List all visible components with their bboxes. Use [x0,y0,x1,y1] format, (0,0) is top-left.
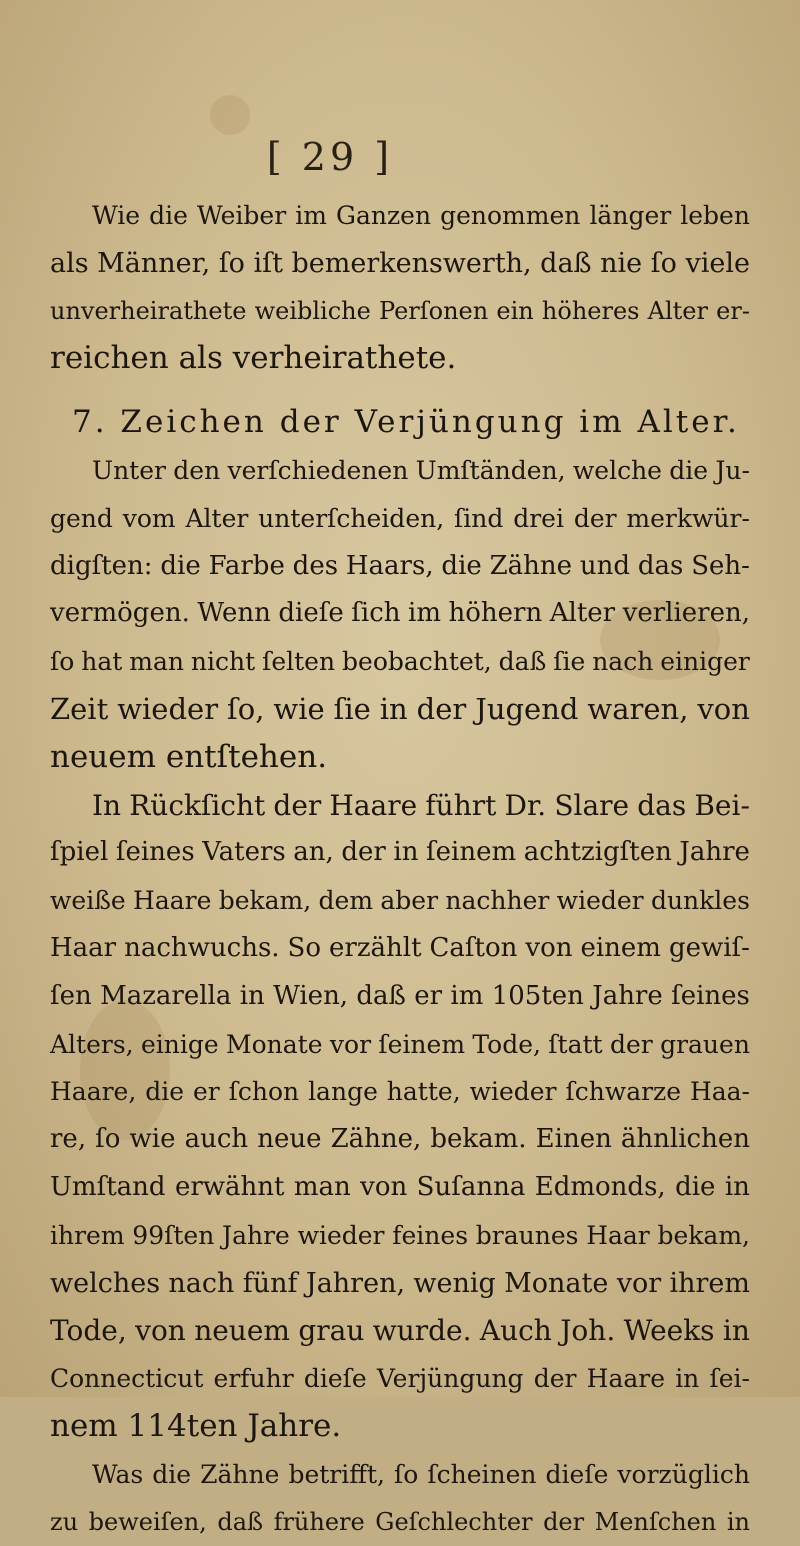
text-line: gend vom Alter unterſcheiden, ſind drei der merkwür- [50,503,750,533]
text-line: ſpiel ſeines Vaters an, der in ſeinem achtzigſten Jahre [50,837,750,868]
text-line: zu beweiſen, daß frühere Geſchlechter der Menſchen in [50,1507,750,1536]
page-text [50,192,750,1546]
text-line: reichen als verheirathete. [50,340,457,377]
section-heading: 7. Zeichen der Verjüngung im Alter. [72,404,740,441]
text-line: nem 114ten Jahre. [50,1407,342,1444]
text-line: als Männer, ſo iſt bemerkenswerth, daß nie ſo viele [50,247,750,279]
text-line: welches nach fünf Jahren, wenig Monate vor ihrem [50,1267,750,1299]
text-line: digſten: die Farbe des Haars, die Zähne und das Seh- [50,550,750,581]
text-line: Umſtand erwähnt man von Suſanna Edmonds, die in [50,1171,750,1202]
text-line: ſo hat man nicht ſelten beobachtet, daß ſie nach einiger [50,647,750,677]
text-line: Alters, einige Monate vor ſeinem Tode, ſtatt der grauen [50,1029,750,1059]
page-number: [ 29 ] [266,135,394,179]
text-line: Connecticut erfuhr dieſe Verjüngung der Haare in ſei- [50,1364,750,1394]
text-line: Tode, von neuem grau wurde. Auch Joh. Weeks in [50,1314,750,1348]
text-line: weiße Haare bekam, dem aber nachher wieder dunkles [50,886,750,916]
text-line: neuem entſtehen. [50,738,328,775]
text-line: Zeit wieder ſo, wie ſie in der Jugend waren, von [50,691,750,726]
text-line: vermögen. Wenn dieſe ſich im höhern Alter verlieren, [50,598,750,629]
text-line: Was die Zähne betrifft, ſo ſcheinen dieſe vorzüglich [92,1459,750,1489]
text-line: Haare, die er ſchon lange hatte, wieder ſchwarze Haa- [50,1077,750,1107]
text-line: Unter den verſchiedenen Umſtänden, welche die Ju- [92,455,750,485]
text-line: Haar nachwuchs. So erzählt Caſton von einem gewiſ- [50,932,750,963]
text-line: Wie die Weiber im Ganzen genommen länger leben [92,201,750,230]
text-line: re, ſo wie auch neue Zähne, bekam. Einen ähnlichen [50,1124,750,1155]
text-line: ihrem 99ſten Jahre wieder feines braunes Haar bekam, [50,1220,750,1250]
text-line: ſen Mazarella in Wien, daß er im 105ten Jahre ſeines [50,980,750,1011]
text-line: In Rückſicht der Haare führt Dr. Slare das Bei- [92,788,750,822]
paper-stain [210,95,250,135]
text-line: unverheirathete weibliche Perſonen ein höheres Alter er- [50,296,750,325]
